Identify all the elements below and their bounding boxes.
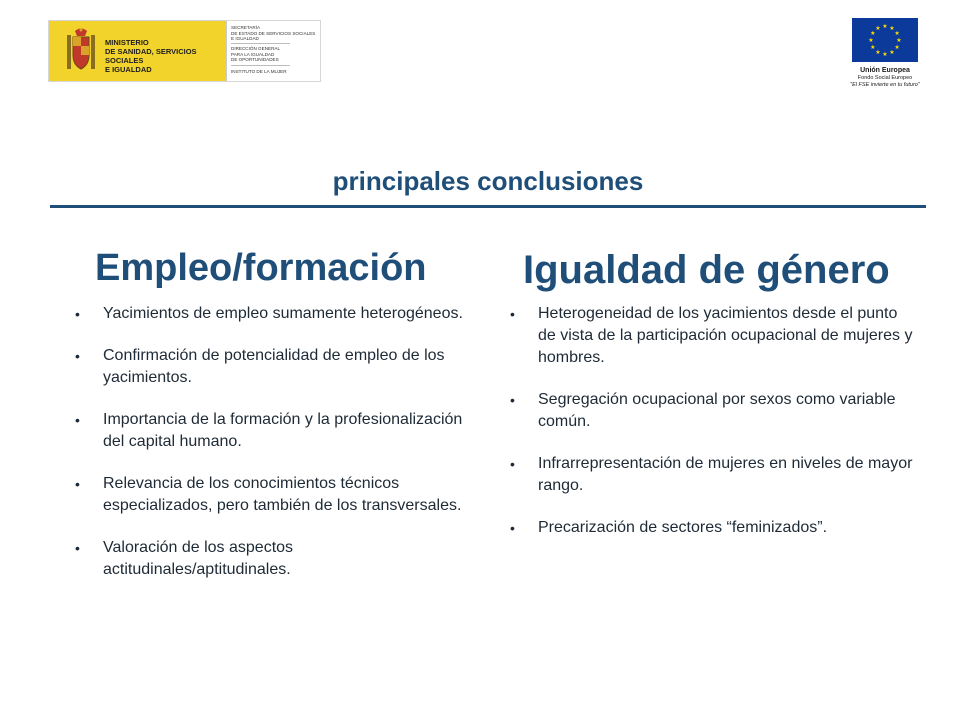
eu-flag-icon — [852, 18, 918, 62]
list-item-text: Infrarrepresentación de mujeres en niveles de mayor rango. — [538, 455, 913, 494]
bullet: • — [510, 392, 515, 408]
divider — [231, 65, 290, 66]
divider — [231, 43, 290, 44]
list-item-text: Relevancia de los conocimientos técnicos especializados, pero también de los transversales. — [103, 475, 462, 514]
eu-star-icon: ★ — [868, 38, 874, 44]
empleo-formacion-list — [73, 303, 483, 601]
heading-igualdad-genero: Igualdad de género — [523, 248, 890, 292]
eu-caption — [838, 66, 932, 89]
page-title: principales conclusiones — [332, 166, 644, 196]
ministry-logo — [48, 20, 321, 82]
heading-empleo-formacion: Empleo/formación — [95, 247, 427, 289]
title-divider — [50, 205, 926, 208]
list-item-text: Precarización de sectores “feminizados”. — [538, 519, 828, 536]
eu-star-icon: ★ — [889, 50, 895, 57]
list-item — [73, 345, 483, 389]
secretaria-text: SECRETARÍA DE ESTADO DE SERVICIOS SOCIALES E IGUALDAD — [231, 25, 316, 41]
list-item — [73, 409, 483, 453]
list-item — [508, 303, 918, 369]
list-item — [508, 453, 918, 497]
eu-slogan: "El FSE invierte en tu futuro" — [850, 82, 920, 88]
bullet: • — [510, 520, 515, 536]
eu-star-icon: ★ — [882, 24, 888, 30]
eu-star-icon: ★ — [882, 52, 888, 58]
eu-star-icon: ★ — [894, 31, 900, 37]
bullet: • — [510, 456, 515, 472]
list-item — [73, 303, 483, 325]
ministry-subtitle-panel — [226, 21, 320, 81]
bullet: • — [75, 412, 80, 428]
eu-fund: Fondo Social Europeo — [857, 75, 913, 81]
eu-name: Unión Europea — [860, 67, 910, 74]
direccion-text: DIRECCIÓN GENERAL PARA LA IGUALDAD DE OPORTUNIDADES — [231, 46, 281, 62]
eu-star-icon: ★ — [896, 38, 902, 44]
list-item-text: Confirmación de potencialidad de empleo de los yacimientos. — [103, 347, 445, 386]
list-item-text: Importancia de la formación y la profesionalización del capital humano. — [103, 411, 463, 450]
eu-star-icon: ★ — [870, 31, 876, 37]
coat-of-arms-icon — [61, 27, 101, 77]
bullet: • — [75, 540, 80, 556]
bullet: • — [510, 306, 515, 322]
list-item — [73, 473, 483, 517]
list-item-text: Yacimientos de empleo sumamente heterogéneos. — [103, 305, 463, 322]
eu-star-icon: ★ — [875, 25, 881, 32]
eu-star-icon: ★ — [875, 50, 881, 57]
eu-star-icon: ★ — [889, 25, 895, 32]
bullet: • — [75, 348, 80, 364]
eu-star-icon: ★ — [894, 45, 900, 51]
igualdad-genero-list — [508, 303, 918, 559]
list-item — [508, 389, 918, 433]
list-item — [73, 537, 483, 581]
list-item-text: Segregación ocupacional por sexos como variable común. — [538, 391, 896, 430]
bullet: • — [75, 476, 80, 492]
ministry-name: MINISTERIO DE SANIDAD, SERVICIOS SOCIALES E IGUALDAD — [105, 38, 197, 74]
list-item-text: Heterogeneidad de los yacimientos desde el punto de vista de la participación ocupacional de mujeres y hombres. — [538, 305, 913, 366]
bullet: • — [75, 306, 80, 322]
eu-star-icon: ★ — [870, 45, 876, 51]
list-item — [508, 517, 918, 539]
list-item-text: Valoración de los aspectos actitudinales/aptitudinales. — [103, 539, 294, 578]
instituto-text: INSTITUTO DE LA MUJER — [231, 69, 287, 74]
